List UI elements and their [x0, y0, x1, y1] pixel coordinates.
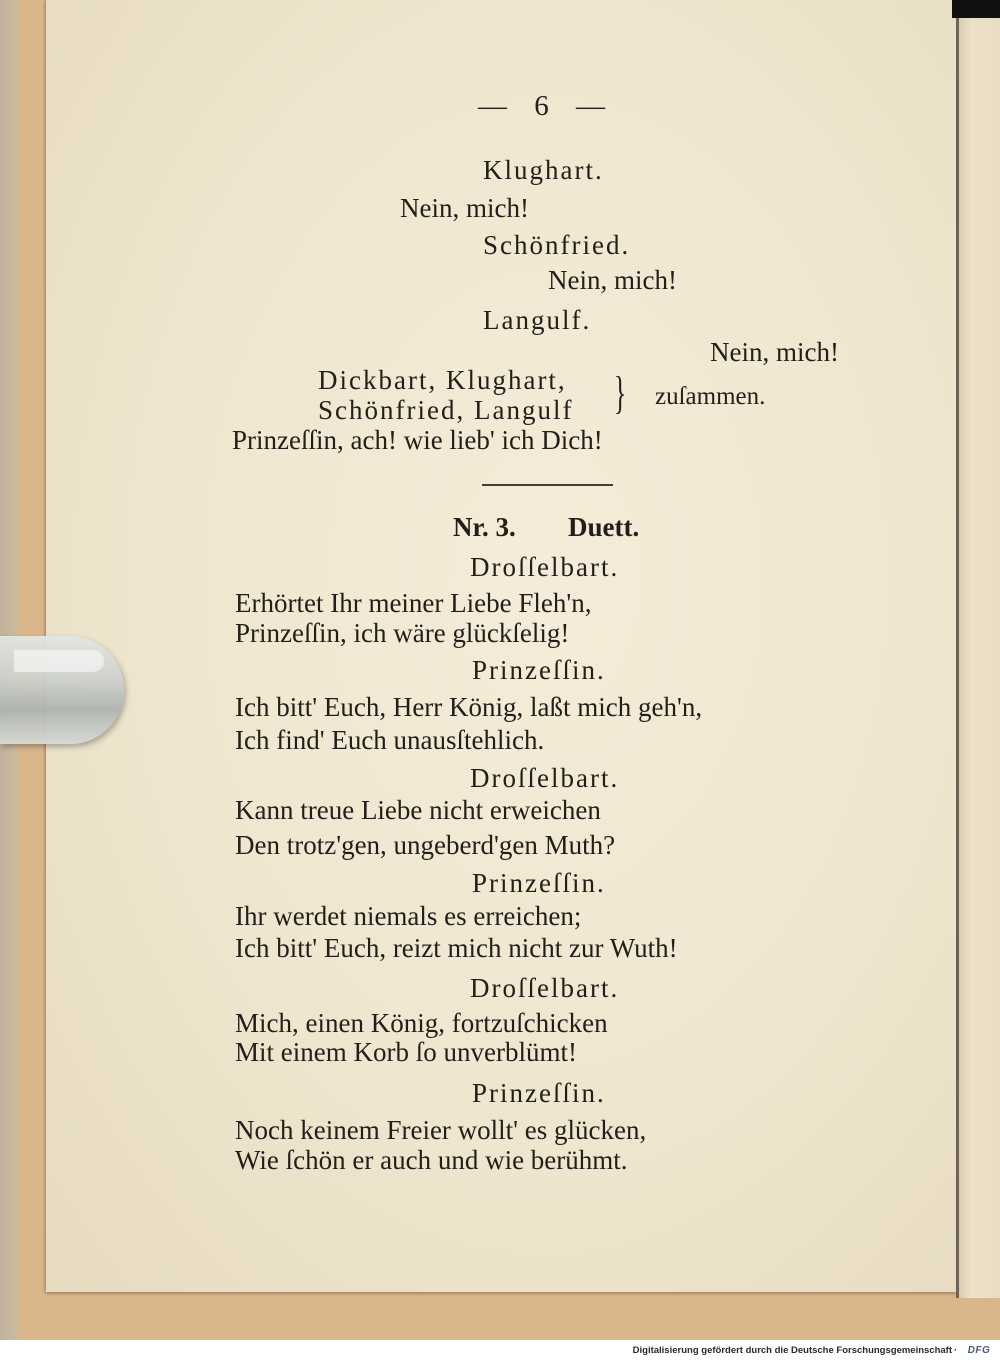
dialogue-line: Kann treue Liebe nicht erweichen [235, 795, 601, 825]
page-number: — 6 — [478, 90, 608, 122]
dialogue-line: Nein, mich! [548, 265, 677, 295]
dialogue-line: Wie ſchön er auch und wie berühmt. [235, 1145, 628, 1175]
dialogue-line: Mich, einen König, fortzuſchicken [235, 1008, 608, 1038]
speaker-name: Prinzeſſin. [472, 1078, 606, 1108]
speaker-name: Prinzeſſin. [472, 868, 606, 898]
glass-weight [0, 636, 124, 744]
dialogue-line: Ihr werdet niemals es erreichen; [235, 901, 582, 931]
section-divider [482, 484, 613, 486]
section-title: Duett. [568, 512, 640, 542]
digitization-footer [0, 1340, 1000, 1362]
grouping-brace: } [614, 367, 627, 418]
dfg-logo: DFG [967, 1345, 991, 1356]
speaker-name: Klughart. [483, 155, 604, 185]
dialogue-line: Noch keinem Freier wollt' es glücken, [235, 1115, 647, 1145]
dialogue-line: Ich find' Euch unausſtehlich. [235, 725, 545, 755]
dialogue-line: Den trotz'gen, ungeberd'gen Muth? [235, 830, 616, 860]
footer-separator: · [954, 1345, 958, 1356]
dialogue-line: Nein, mich! [400, 193, 529, 223]
right-page-edge [956, 16, 1000, 1298]
dialogue-line: Erhörtet Ihr meiner Liebe Fleh'n, [235, 588, 592, 618]
speaker-name: Schönfried. [483, 230, 631, 260]
speaker-name: Droſſelbart. [470, 763, 620, 793]
glass-highlight [14, 650, 104, 672]
dialogue-line: Nein, mich! [710, 337, 839, 367]
dialogue-line: Mit einem Korb ſo unverblümt! [235, 1037, 577, 1067]
speaker-name: Droſſelbart. [470, 552, 620, 582]
speaker-name: Prinzeſſin. [472, 655, 606, 685]
dialogue-line: Prinzeſſin, ach! wie lieb' ich Dich! [232, 425, 603, 455]
ensemble-names: Schönfried, Langulf [318, 395, 574, 425]
speaker-name: Langulf. [483, 305, 592, 335]
stage-direction: zuſammen. [655, 383, 766, 410]
dialogue-line: Ich bitt' Euch, reizt mich nicht zur Wuth! [235, 933, 678, 963]
footer-credit: Digitalisierung gefördert durch die Deutsche Forschungsgemeinschaft [632, 1345, 952, 1356]
speaker-name: Droſſelbart. [470, 973, 620, 1003]
ensemble-names: Dickbart, Klughart, [318, 365, 567, 395]
dialogue-line: Prinzeſſin, ich wäre glückſelig! [235, 618, 570, 648]
dialogue-line: Ich bitt' Euch, Herr König, laßt mich geh'n, [235, 692, 703, 722]
scan-background-corner [952, 0, 1000, 18]
section-number: Nr. 3. [453, 512, 516, 542]
